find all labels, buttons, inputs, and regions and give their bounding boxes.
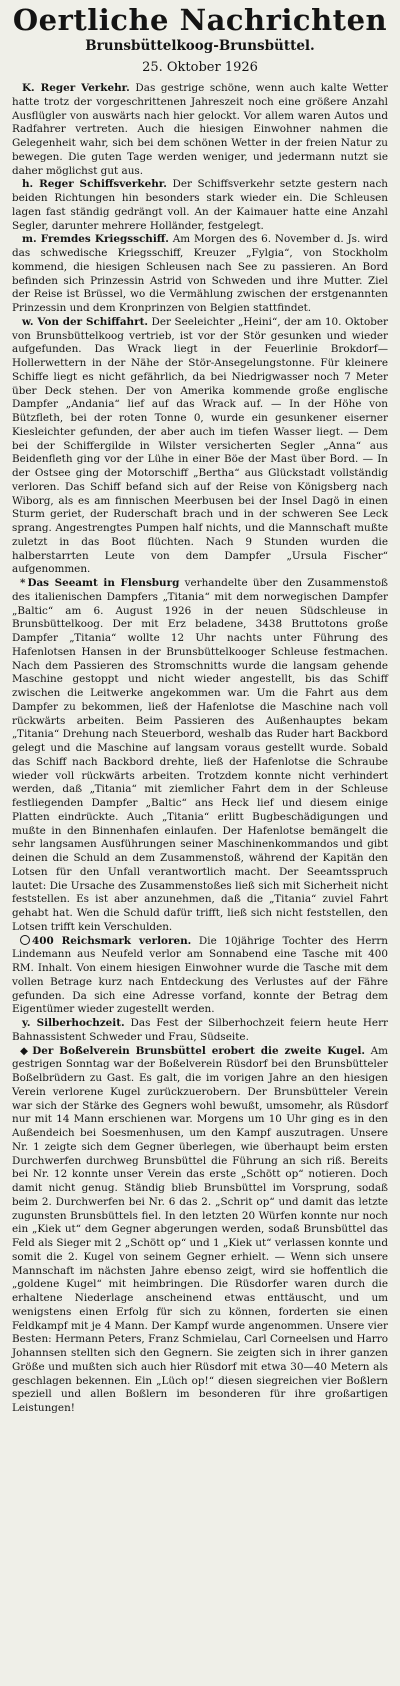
article-kriegsschiff [12,233,388,316]
article-heading: Das Seeamt in Flensburg [27,577,180,589]
article-body: Das gestrige schöne, wenn auch kalte Wetter hatte trotz der vorgeschrittenen Jahreszeit noch eine größere Anzahl Ausflügler von auswärts nach hier gelockt. Vor allem waren Autos und Radfahrer vertreten. Auch die hiesigen Einwohner nahmen die Gelegenheit wahr, sich bei dem schönen Wetter in der freien Natur zu bewegen. Die guten Tage werden weniger, und jedermann nutzt sie daher möglichst gut aus. [12,82,388,177]
article-heading: y. Silberhochzeit. [22,1017,125,1029]
article-body: Am gestrigen Sonntag war der Boßelverein Rüsdorf bei den Brunsbütteler Boßelbrüdern zu Gast. Es galt, die im vorigen Jahre an den hiesigen Verein verlorene Kugel zurückzuerobern. Der Brunsbütteler Verein war sich der Stärke des Gegners wohl bewußt, umsomehr, als Rüsdorf nur mit 14 Mann erschienen war. Morgens um 10 Uhr ging es in den Außendeich bei Soesmenhusen, um den Kampf auszutragen. Unsere Nr. 1 zeigte sich dem Gegner überlegen, wie überhaupt beim ersten Durchwerfen durchweg Brunsbüttel die Führung an sich riß. Bereits bei Nr. 12 konnte unser Verein das erste „Schött op“ notieren. Doch damit nicht genug. Ständig blieb Brunsbüttel im Vorsprung, sodaß beim 2. Durchwerfen bei Nr. 6 das 2. „Schrit op“ und damit das letzte zugunsten Brunsbüttels fiel. In den letzten 20 Würfen konnte nur noch ein „Kiek ut“ dem Gegner abgerungen werden, sodaß Brunsbüttel das Feld als Sieger mit 2 „Schött op“ und 1 „Kiek ut“ verlassen konnte und somit die 2. Kugel von seinem Gegner erhielt. — Wenn sich unsere Mannschaft im nächsten Jahre ebenso zeigt, wird sie hoffentlich die „goldene Kugel“ mit heimbringen. Die Rüsdorfer waren durch die erhaltene Niederlage anscheinend etwas enttäuscht, und um wenigstens einen Erfolg für sich zu können, forderten sie einen Feldkampf mit je 4 Mann. Der Kampf wurde angenommen. Unsere vier Besten: Hermann Peters, Franz Schmielau, Carl Corneelsen und Harro Johannsen stellten sich den Gegnern. Sie zeigten sich in ihrer ganzen Größe und mußten sich auch hier Rüsdorf mit etwa 30—40 Metern als geschlagen bekennen. Ein „Lüch op!“ diesen siegreichen vier Boßlern speziell und allen Boßlern im besonderen für ihre großartigen Leistungen! [12,1044,389,1414]
article-body: Der Schiffsverkehr setzte gestern nach beiden Richtungen hin besonders stark wieder ein. Die Schleusen lagen fast ständig gedrängt voll. An der Kaimauer hatte eine Anzahl Segler, darunter mehrere Holländer, festgelegt. [12,178,389,232]
article-reger-verkehr [12,82,388,178]
article-silberhochzeit [12,1017,388,1045]
article-body: Der Seeleichter „Heini“, der am 10. Oktober von Brunsbüttelkoog vertrieb, ist vor der Stör gesunken und wieder aufgefunden. Das Wrack liegt in der Feuerlinie Brokdorf—Hollerwettern in der Nähe der Stör-Ansegelungstonne. Für kleinere Schiffe liegt es nicht gefährlich, da bei Niedrigwasser noch 7 Meter über Deck stehen. Der von Amerika kommende große englische Dampfer „Andania“ lief auf das Wrack auf. — In der Höhe von Bützfleth, bei der roten Tonne 0, wurde ein gesunkener eiserner Kiesleichter gefunden, der aber auch im tiefen Wasser liegt. — Dem bei der Schiffergilde in Wilster versicherten Segler „Anna“ aus Beidenfleth ging vor der Lühe in einer Böe der Mast über Bord. — In der Ostsee ging der Motorschiff „Bertha“ aus Glückstadt vollständig verloren. Das Schiff befand sich auf der Reise von Königsberg nach Wiborg, als es am finnischen Meerbusen bei der Insel Dagö in einen Sturm geriet, der Ruderschaft brach und in der schweren See Leck sprang. Angestrengtes Pumpen half nichts, und die Mannschaft mußte zuletzt in das Boot flüchten. Nach 9 Stunden wurden die halberstarrten Leute von dem Dampfer „Ursula Fischer“ aufgenommen. [12,315,388,576]
circle-icon [20,935,30,945]
article-reichsmark [12,935,388,1018]
article-body: verhandelte über den Zusammenstoß des italienischen Dampfers „Titania“ mit dem norwegischen Dampfer „Baltic“ am 6. August 1926 in der neuen Südschleuse in Brunsbüttelkoog. Der mit Erz beladene, 3438 Bruttotons große Dampfer „Titania“ wollte 12 Uhr nachts unter Führung des Hafenlotsen Hansen in der Brunsbüttelkooger Schleuse festmachen. Nach dem Passieren des Stromschnitts wurde die langsam gehende Maschine gestoppt und nicht wieder angestellt, bis das Schiff zwischen die Leitwerke angekommen war. Um die Fahrt aus dem Dampfer zu bekommen, ließ der Hafenlotse die Maschine nach voll rückwärts arbeiten. Beim Passieren des Außenhauptes bekam „Titania“ Drehung nach Steuerbord, weshalb das Ruder hart Backbord gelegt und die Maschine auf langsam voraus gestellt wurde. Sobald das Schiff nach Backbord drehte, ließ der Hafenlotse die Schraube wieder voll rückwärts arbeiten. Trotzdem konnte nicht verhindert werden, daß „Titania“ mit ziemlicher Fahrt dem in der Schleuse festliegenden Dampfer „Baltic“ ans Heck lief und diesem einige Platten eindrückte. Auch „Titania“ erlitt Bugbeschädigungen und mußte in den Binnenhafen einlaufen. Der Hafenlotse bemängelt die sehr langsamen Ausführungen seiner Maschinenkommandos und gibt deinen die Schuld an dem Zusammenstoß, während der Kapitän den Lotsen für den Unfall verantwortlich macht. Der Seeamtsspruch lautet: Die Ursache des Zusammenstoßes ließ sich mit Sicherheit nicht feststellen. Es ist aber anzunehmen, daß die „Titania“ zuviel Fahrt gehabt hat. Wen die Schuld dafür trifft, ließ sich nicht feststellen, den Lotsen trifft kein Verschulden. [12,577,388,933]
article-body: Die 10jährige Tochter des Herrn Lindemann aus Neufeld verlor am Sonnabend eine Tasche mit 400 RM. Inhalt. Von einem hiesigen Einwohner wurde die Tasche mit dem vollen Betrage kurz nach Entdeckung des Verlustes auf der Fähre gefunden. Da sich eine Adresse vorfand, konnte der Betrag dem Eigentümer wieder zugestellt werden. [12,934,388,1016]
article-list [12,82,388,1416]
issue-date: 25. Oktober 1926 [142,60,258,75]
newspaper-page [12,0,388,1416]
article-schiffsverkehr [12,178,388,233]
article-body: Am Morgen des 6. November d. Js. wird das schwedische Kriegsschiff, Kreuzer „Fylgia“, von Stockholm kommend, die hiesigen Schleusen nach See zu passieren. An Bord befinden sich Prinzessin Astrid von Schweden und ihre Mutter. Ziel der Reise ist Brüssel, wo die Vermählung zwischen der erstgenannten Prinzessin und dem Kronprinzen von Belgien stattfindet. [12,233,388,314]
masthead [12,4,388,76]
article-body: Das Fest der Silberhochzeit feiern heute Herr Bahnassistent Schweder und Frau, Südseite. [12,1017,388,1043]
article-seeamt [12,577,388,935]
article-heading: 400 Reichsmark verloren. [32,934,192,947]
article-heading: h. Reger Schiffsverkehr. [22,178,167,191]
page-title: Oertliche Nachrichten [12,3,388,37]
asterisk-icon: * [20,577,26,589]
diamond-icon: ◆ [20,1044,31,1057]
article-heading: Der Boßelverein Brunsbüttel erobert die zweite Kugel. [32,1044,366,1057]
article-heading: w. Von der Schiffahrt. [22,315,148,328]
article-heading: m. Fremdes Kriegsschiff. [22,233,169,246]
article-heading: K. Reger Verkehr. [22,82,130,94]
article-schiffahrt [12,316,388,577]
page-subtitle: Brunsbüttelkoog-Brunsbüttel. [85,38,315,54]
article-bosselverein [12,1045,388,1416]
